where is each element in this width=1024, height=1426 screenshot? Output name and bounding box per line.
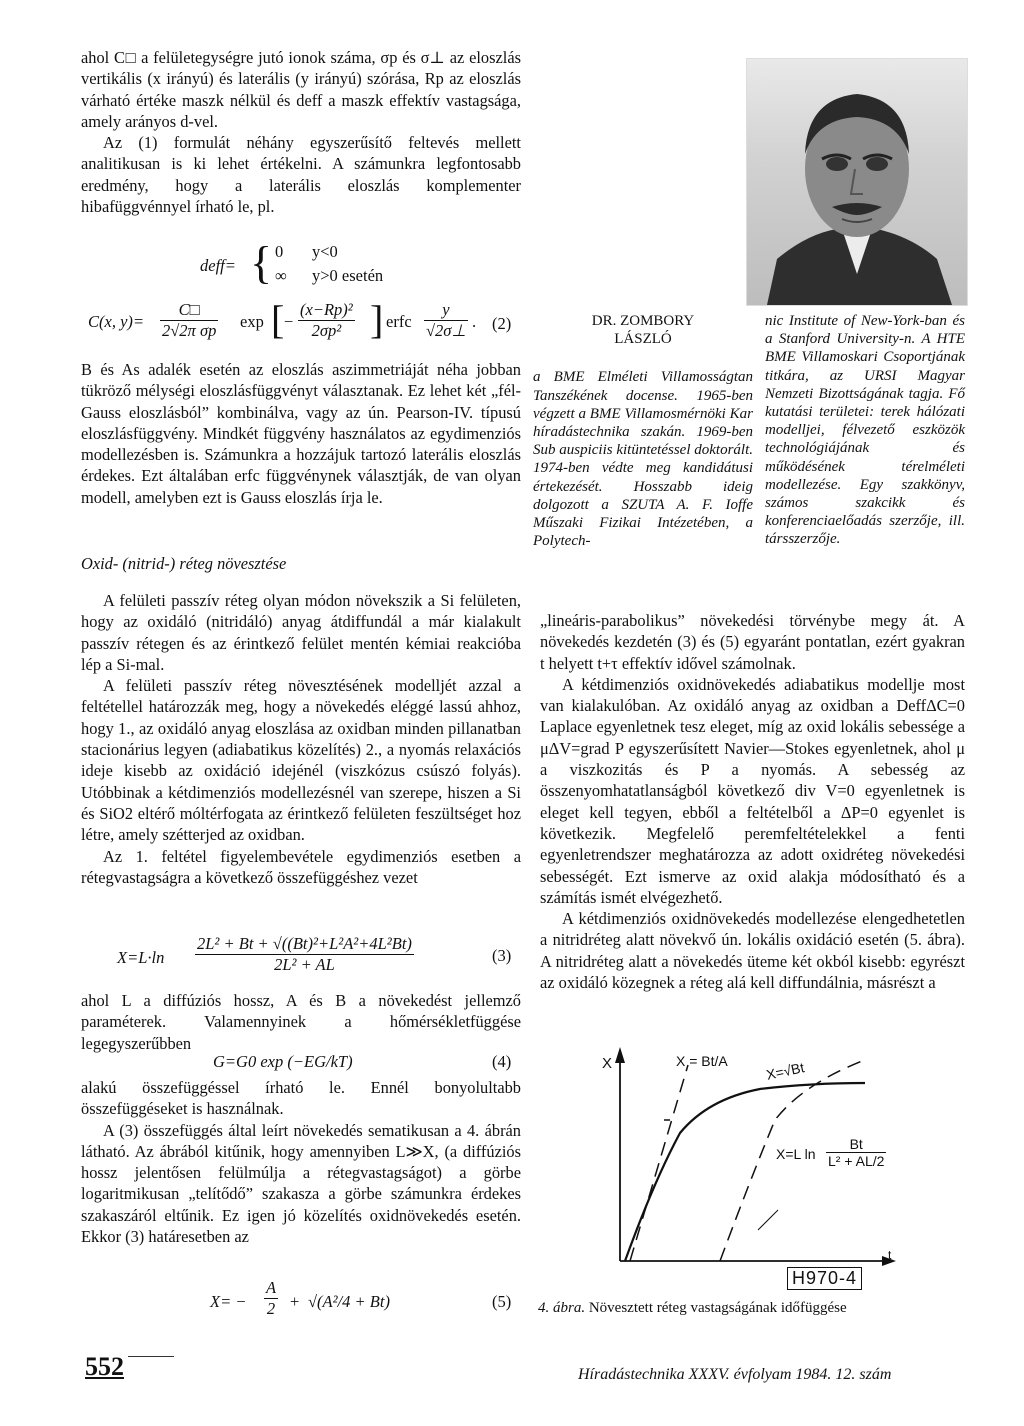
- eq5-frac-num: A: [266, 1278, 277, 1297]
- paragraph: A kétdimenziós oxidnövekedés adiabatikus modellje most van kialakulóban. Az oxidáló anyag az oxidban a DeffΔC=0 Laplace egyenletnek tesz eleget, míg az oxid lokális sebessége a μΔV=grad P egyszerűsített Navier—Stokes egyenletnek, ahol μ a viszkozitás és P a nyomás. A sebesség az összenyomhatatlanságból következő div V=0 egyenletnek is eleget kell tegyen, ebből a feltételből a ΔP=0 egyenlet is következik. Megfelelő peremfeltételekkel a fenti egyenletrendszer meghatározza az adott oxidréteg növekedési sebességét. Ezt ismerve az oxid alakja módosítható és a számítás ismét elvégezhető.: [540, 674, 965, 907]
- y-axis-arrow: [615, 1047, 625, 1063]
- author-name-line1: DR. ZOMBORY: [591, 313, 695, 329]
- author-name-line2: LÁSZLÓ: [614, 331, 672, 348]
- eq2-frac3-num: y: [424, 300, 468, 321]
- paragraph: ahol L a diffúziós hossz, A és B a növekedést jellemző paraméterek. Valamennyinek a hőmérsékletfüggése legegyszerűbben: [81, 991, 521, 1053]
- eq4-number: (4): [492, 1052, 512, 1071]
- bio-column-2: [765, 312, 965, 549]
- paragraph: A felületi passzív réteg növesztésének modelljét azzal a feltétellel határozzák meg, hogy a növekedés eléggé lassú ahhoz, hogy 1., az oxidáló anyag eloszlása az oxidban minden pillanatban stacionárius legyen (adiabatikus közelítés) 2., a nyomás relaxációs ideje kisebb az oxidáció idejénél (viszkózus csúszó folyás). Utóbbinak a kétdimenziós modellezésnél van szerepe, hiszen a Si és SiO2 eltérő móltérfogata az érintkező felületen feszültséget hoz létre, amely szétterjed az oxidban.: [81, 676, 521, 845]
- equation-2: C(x, y)= $\frac{C□}{\text{2√2π σp}}$ exp [ − $\frac{\text{(x−Rp)²}}{\text{2σp²}}$ ] erfc $\frac{y}{√2\sigma\perp}$ .: [88, 297, 477, 342]
- caption-text: Növesztett réteg vastagságának időfüggése: [588, 1300, 847, 1316]
- fig-label-log-prefix: X=L ln: [776, 1146, 816, 1162]
- deff-lhs: deff=: [200, 256, 236, 275]
- eq3-num: 2L² + Bt + √((Bt)²+L²A²+4L²Bt): [197, 934, 412, 953]
- fig-log-num: Bt: [826, 1136, 886, 1153]
- author-photo: [746, 58, 968, 306]
- eq5-frac-den: 2: [266, 1299, 276, 1318]
- eq5-fraction: [264, 1278, 278, 1319]
- eq2-frac1-num: C□: [160, 300, 218, 321]
- left-text-bottom-3: [81, 1077, 521, 1247]
- bio-text-2: nic Institute of New-York-ban és a Stanford University-n. A HTE BME Villamoskari Csoportjának titkára, az URSI Magyar Nemzeti Bizottságának tagja. Fő kutatási területei: terek hálózati modelljei, félvezető eszközök technológiájának és működésének térelméleti modellezése. Egy szakkönyv, számos szakcikk és konferenciaelőadás szerzője, ill. társszerzője.: [765, 313, 965, 548]
- paragraph: A felületi passzív réteg olyan módon növekszik a Si felületen, hogy az oxidáló (nitridáló) anyag átdiffundál a már kialakult passzív rétegen és az érintkező felület mentén kémiai reakcióba lép a Si-mal.: [81, 591, 521, 674]
- eq5-plus: +: [290, 1292, 300, 1311]
- eq2-fraction-1: [160, 300, 218, 341]
- minus-sign: −: [284, 312, 294, 331]
- eq2-frac2-den: 2σp²: [311, 321, 342, 340]
- eq2-number: (2): [492, 314, 512, 333]
- case1-condition: y<0: [312, 242, 338, 261]
- eq2-lhs: C(x, y)=: [88, 312, 145, 331]
- bracket-right: ]: [370, 297, 384, 342]
- fig-y-label: X: [602, 1055, 613, 1072]
- left-text-middle: [81, 359, 521, 508]
- eq5-number: (5): [492, 1292, 512, 1311]
- section-heading: Oxid- (nitrid-) réteg növesztése: [81, 554, 287, 573]
- brace: {: [250, 237, 273, 288]
- fig-label-log-fraction: [826, 1136, 886, 1169]
- paragraph: Az (1) formulát néhány egyszerűsítő feltevés mellett analitikusan is ki lehet értékelni. A számunkra legfontosabb eredmény, hogy a laterális eloszlás komplementer hibafüggvénnyel írható le, pl.: [81, 133, 521, 217]
- eq3-number: (3): [492, 946, 512, 965]
- fig-label-parabolic: X=√Bt: [764, 1059, 806, 1083]
- paragraph: ahol C□ a felületegységre jutó ionok száma, σp és σ⊥ az eloszlás vertikális (x irányú) és laterális (y irányú) szórása, Rp az eloszlás várható értéke maszk nélkül és deff a maszk effektív vastagsága, amely arányos d-vel.: [81, 48, 521, 131]
- bio-text-1: a BME Elméleti Villamosságtan Tanszékének docense. 1965-ben végzett a BME Villamosmérnöki Kar híradástechnika szakán. 1969-ben Sub auspiciis kitüntetéssel doktorált. 1974-ben védte meg kandidátusi értekezését. Hosszabb ideig dolgozott a SZUTA A. F. Ioffe Műszaki Fizikai Intézetében, a Polytech-: [533, 369, 753, 550]
- caption-label: 4. ábra.: [538, 1300, 586, 1316]
- paragraph: Az 1. feltétel figyelembevétele egydimenziós esetben a rétegvastagságra a következő összefüggéshez vezet: [81, 846, 521, 887]
- left-text-bottom: [81, 590, 521, 888]
- case2-value: ∞: [275, 266, 287, 285]
- paragraph: B és As adalék esetén az eloszlás aszimmetriáját néha jobban tükröző mélységi eloszlásfüggvényt választanak. Ez lehet két „fél-Gauss eloszlásból” kombinálva, vagy az ún. Pearson-IV. típusú eloszlásfüggvény. Mindkét függvény használatos az egydimenziós modellezésben is. Számunkra a hozzájuk tartozó laterális eloszlás érdekes. Ezt általában erfc függvénynek választják, de van olyan modell, amelyben ezt is Gauss eloszlás írja le.: [81, 360, 521, 507]
- left-text-top: [81, 47, 521, 217]
- footer-rule: [128, 1356, 174, 1357]
- eq3-den: 2L² + AL: [274, 955, 335, 974]
- left-text-bottom-2: [81, 990, 521, 1054]
- figure-caption: [538, 1300, 968, 1317]
- portrait-illustration: [747, 59, 967, 305]
- paragraph: A kétdimenziós oxidnövekedés modellezése elengedhetetlen a nitridréteg alatt növekvő ún. lokális oxidáció esetén (5. ábra). A nitridréteg alatt a növekedés üteme két okból kisebb: egyrészt az oxidáló közegnek a réteg alá kell diffundálnia, másrészt a: [540, 909, 965, 993]
- bracket-left: [: [271, 297, 285, 342]
- paragraph: alakú összefüggéssel írható le. Ennél bonyolultabb összefüggéseket is használnak.: [81, 1078, 521, 1119]
- eq5-lhs: X= −: [210, 1292, 247, 1311]
- eq2-erfc: erfc: [386, 312, 412, 331]
- eq3-fraction: [195, 934, 414, 975]
- fig-log-den: L² + AL/2: [828, 1153, 885, 1169]
- eq2-fraction-2: [298, 300, 355, 341]
- case1-value: 0: [275, 242, 284, 261]
- eq2-frac2-num: (x−Rp)²: [300, 300, 353, 319]
- journal-footer: Híradástechnika XXXV. évfolyam 1984. 12. szám: [578, 1366, 892, 1383]
- page-number: 552: [85, 1352, 124, 1381]
- eq2-fraction-3: [424, 300, 468, 341]
- equation-4: G=G0 exp (−EG/kT): [213, 1052, 353, 1071]
- paragraph: „lineáris-parabolikus” növekedési törvénybe megy át. A növekedés kezdetén (3) és (5) egyaránt pontatlan, ezért gyakran t helyett t+τ effektív idővel számolnak.: [540, 611, 965, 673]
- eq2-exp: exp: [240, 312, 264, 331]
- fig-x-label: t: [888, 1248, 892, 1262]
- paragraph: A (3) összefüggés által leírt növekedés sematikusan a 4. ábrán látható. Az ábrából kitűnik, hogy amennyiben L≫X, (a diffúziós hossz jelentősen felülmúlja a rétegvastagságot) a görbe logaritmikusan „telítődő” szakasza a görbe számunkra érdekes szakaszáról eltűnik. Ez igen jó közelítés oxidnövekedés esetén. Ekkor (3) határesetben az: [81, 1120, 521, 1247]
- bio-column-1: [533, 312, 753, 550]
- label-pointer: [758, 1210, 778, 1230]
- eq5-root: √(A²/4 + Bt): [308, 1292, 390, 1311]
- eq2-frac3-den: √2σ⊥: [426, 321, 466, 340]
- figure-stamp: H970-4: [787, 1267, 862, 1290]
- eq3-lhs: X=L·ln: [117, 948, 165, 967]
- fig-label-linear: X = Bt/A: [676, 1053, 728, 1069]
- linear-asymptote: [630, 1065, 688, 1261]
- right-text: [540, 610, 965, 993]
- case2-condition: y>0 esetén: [312, 266, 384, 285]
- eq2-frac1-den: 2√2π σp: [162, 321, 217, 340]
- growth-curve: [625, 1083, 865, 1261]
